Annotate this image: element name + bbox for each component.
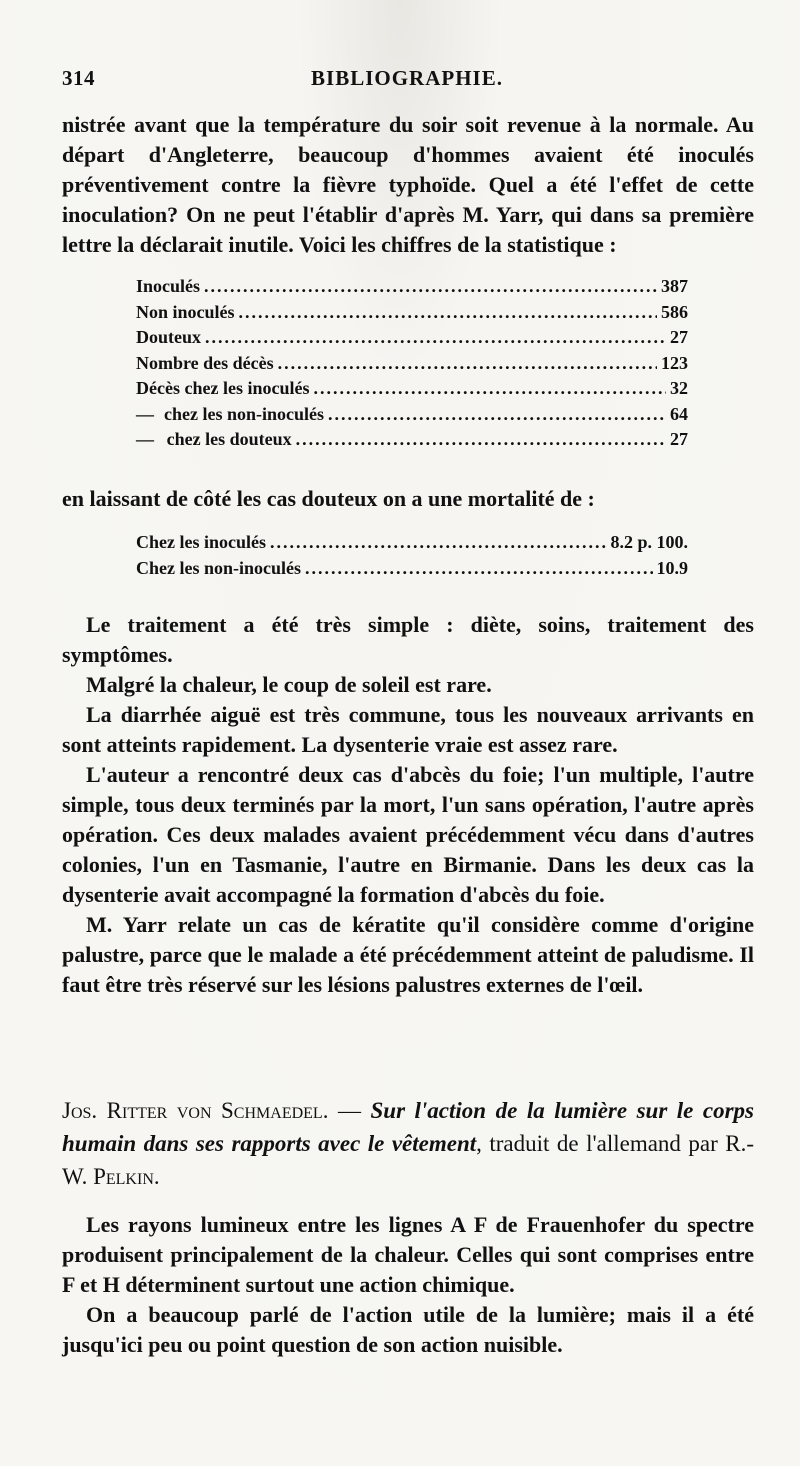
reference-translator: R.-W. Pelkin. [62, 1131, 754, 1189]
reference-title: Sur l'action de la lumière sur le corps humain dans ses rapports avec le vêtement [62, 1098, 754, 1156]
paragraph-text: M. Yarr relate un cas de kératite qu'il considère comme d'origine palustre, parce que le malade a été précédemment atteint de paludisme. Il faut être très réservé sur les lésions palustres externes de l'œil. [62, 912, 754, 997]
dot-leader [204, 274, 657, 300]
statistics-table [136, 274, 688, 453]
stat-row [136, 274, 688, 300]
paragraph-text: On a beaucoup parlé de l'action utile de la lumière; mais il a été jusqu'ici peu ou point question de son action nuisible. [62, 1302, 754, 1357]
stat-row [136, 402, 688, 428]
dot-leader [328, 402, 666, 428]
stat-label: Chez les non-inoculés [136, 557, 302, 578]
reference-line [62, 1094, 754, 1193]
reference-separator: — [328, 1098, 371, 1123]
stat-value: 32 [670, 378, 688, 398]
mortality-table [136, 530, 688, 581]
stat-label: Douteux [136, 327, 202, 347]
dot-leader [239, 300, 657, 326]
stat-label: chez les douteux [166, 429, 292, 449]
stat-label: Inoculés [136, 276, 201, 296]
dot-leader [313, 376, 666, 402]
paragraph-text: en laissant de côté les cas douteux on a une mortalité de : [62, 486, 595, 511]
dot-leader [278, 351, 657, 377]
stat-row [136, 427, 688, 453]
paragraph-text: L'auteur a rencontré deux cas d'abcès du foie; l'un multiple, l'autre simple, tous deux terminés par la mort, l'un sans opération, l'autre après opération. Ces deux malades avaient précédemment vécu dans d'autres colonies, l'un en Tasmanie, l'autre en Birmanie. Dans les deux cas la dysenterie avait accompagné la formation d'abcès du foie. [62, 762, 754, 907]
dot-leader [305, 556, 652, 582]
page-number: 314 [62, 66, 95, 90]
stat-label: Décès chez les inoculés [136, 378, 310, 398]
reference-rest: , traduit de l'allemand par [476, 1131, 726, 1156]
stat-value: 10.9 [656, 557, 688, 578]
stat-row [136, 376, 688, 402]
stat-value: 123 [661, 352, 688, 373]
dot-leader [296, 427, 666, 453]
reference-author: Jos. Ritter von Schmaedel. [62, 1098, 329, 1123]
paragraph-inoculation [62, 110, 754, 260]
stat-label: chez les non-inoculés [164, 403, 324, 424]
stat-row [136, 530, 688, 556]
stat-row [136, 556, 688, 582]
ditto-dash: — [136, 429, 154, 449]
stat-label: Non inoculés [136, 301, 235, 322]
stat-value: 8.2 p. 100. [610, 532, 688, 552]
stat-value: 387 [661, 276, 688, 296]
bibliographic-reference [62, 1094, 754, 1193]
stat-label: Nombre des décès [136, 352, 274, 373]
paragraphs-treatment [62, 610, 754, 1000]
ditto-dash: — [136, 403, 154, 424]
stat-value: 64 [670, 403, 688, 424]
paragraphs-light [62, 1210, 754, 1360]
stat-value: 586 [661, 301, 688, 322]
stat-row [136, 300, 688, 326]
paragraph-text: Le traitement a été très simple : diète, soins, traitement des symptômes. [62, 612, 754, 667]
paragraph-text: Les rayons lumineux entre les lignes A F de Frauenhofer du spectre produisent principalement de la chaleur. Celles qui sont comprises entre F et H déterminent surtout une action chimique. [62, 1212, 754, 1297]
stat-row [136, 325, 688, 351]
paragraph-text: La diarrhée aiguë est très commune, tous les nouveaux arrivants en sont atteints rapidement. La dysenterie vraie est assez rare. [62, 702, 754, 757]
stat-value: 27 [670, 327, 688, 347]
running-header [62, 66, 752, 96]
stat-row [136, 351, 688, 377]
paragraph-mortality [62, 484, 754, 514]
running-title: BIBLIOGRAPHIE. [311, 66, 503, 90]
paragraph-text: Malgré la chaleur, le coup de soleil est rare. [86, 672, 492, 697]
dot-leader [205, 325, 666, 351]
stat-label: Chez les inoculés [136, 532, 266, 552]
dot-leader [270, 530, 606, 556]
stat-value: 27 [670, 429, 688, 449]
paragraph-text: nistrée avant que la température du soir soit revenue à la normale. Au départ d'Angleterre, beaucoup d'hommes avaient été inoculés préventivement contre la fièvre typhoïde. Quel a été l'effet de cette inoculation? On ne peut l'établir d'après M. Yarr, qui dans sa première lettre la déclarait inutile. Voici les chiffres de la statistique : [62, 112, 754, 257]
